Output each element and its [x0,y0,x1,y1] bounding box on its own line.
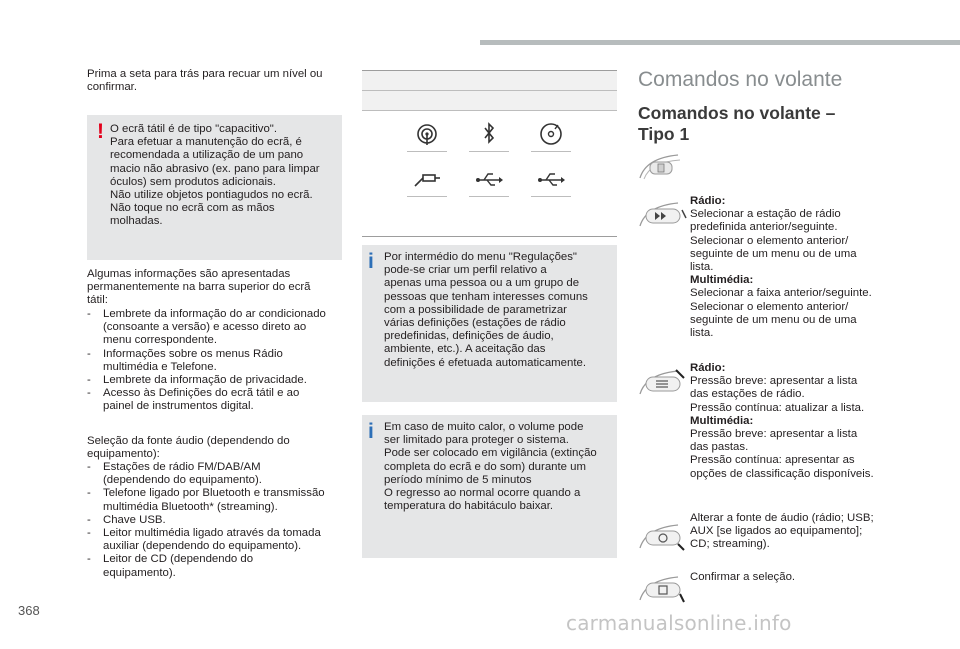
warning-box [87,115,342,260]
control-description: Confirmar a seleção. [690,571,796,583]
radio-icon[interactable] [410,121,444,147]
watermark: carmanualsonline.info [566,611,792,635]
warning-icon: ! [97,120,104,143]
aux-jack-icon[interactable] [410,167,444,193]
info-text: Por intermédio do menu "Regulações" pode-se criar um perfil relativo a apenas uma pessoa ou a um grupo de pessoas que tenham interesses comuns com a possibilidade de parametrizar várias definições (estações de rádio predefinidas, definições de áudio, ambiente, etc.). A aceitação das definições é efetuada automaticamente. [384,251,588,369]
screen-strip [362,91,617,111]
info-text: Em caso de muito calor, o volume pode ser limitado para proteger o sistema. Pode ser colocado em vigilância (extinção completa do ecrã e do som) durante um período mínimo de 5 minutos O regresso ao normal ocorre quando a temperatura do habitáculo baixar. [384,421,597,513]
control-description: Alterar a fonte de áudio (rádio; USB; AUX [se ligados ao equipamento]; CD; streaming). [690,512,874,551]
list-item: - Leitor multimédia ligado através da tomada auxiliar (dependendo do equipamento). [87,527,352,553]
section-title: Comandos no volante [638,68,843,91]
info-icon: i [368,250,374,273]
cd-icon[interactable] [534,121,568,147]
audio-source-intro: Seleção da fonte áudio (dependendo do equipamento): [87,435,290,461]
list-item: - Leitor de CD (dependendo do equipamento). [87,553,352,579]
description-text: Pressão breve: apresentar a lista das estações de rádio. Pressão contínua: atualizar a lista. [690,375,865,414]
description-text: Selecionar a estação de rádio predefinida anterior/seguinte. Selecionar o elemento anterior/ seguinte de um menu ou de uma lista. [690,208,857,274]
audio-source-list [87,461,352,580]
sub-title: Comandos no volante – Tipo 1 [638,103,836,144]
divider [531,151,571,152]
list-item: - Estações de rádio FM/DAB/AM (dependendo do equipamento). [87,461,352,487]
top-bar-intro: Algumas informações são apresentadas permanentemente na barra superior do ecrã tátil: [87,268,311,307]
header-rule [480,40,960,45]
usb-icon[interactable] [534,167,568,193]
steering-arrows-icon [638,200,688,230]
list-item: - Lembrete da informação do ar condicionado (consoante a versão) e acesso direto ao menu correspondente. [87,308,352,348]
usb-icon[interactable] [472,167,506,193]
list-item: - Telefone ligado por Bluetooth e transmissão multimédia Bluetooth* (streaming). [87,487,352,513]
control-description [690,195,930,340]
audio-source-screen [362,70,617,237]
steering-list-button-icon [638,368,688,398]
warning-text: O ecrã tátil é de tipo "capacitivo". Para efetuar a manutenção do ecrã, é recomendada a utilização de um pano macio não abrasivo (ex. pano para limpar óculos) sem produtos adicionais. Não utilize objetos pontiagudos no ecrã. Não toque no ecrã com as mãos molhadas. [110,123,320,228]
page-number: 368 [18,603,40,618]
steering-source-button-icon [638,522,688,552]
radio-label: Rádio: [690,362,726,374]
list-item: - Acesso às Definições do ecrã tátil e ao painel de instrumentos digital. [87,387,352,413]
screen-strip [362,71,617,91]
bluetooth-icon[interactable] [472,121,506,147]
info-icon: i [368,420,374,443]
info-box-temperature [362,415,617,558]
list-item: - Informações sobre os menus Rádio multimédia e Telefone. [87,348,352,374]
steering-control-icon [638,152,688,182]
divider [469,151,509,152]
list-item: - Lembrete da informação de privacidade. [87,374,352,387]
divider [531,196,571,197]
multimedia-label: Multimédia: [690,274,754,287]
divider [469,196,509,197]
description-text: Selecionar a faixa anterior/seguinte. Selecionar o elemento anterior/ seguinte de um menu ou de uma lista. [690,287,872,340]
info-box-profiles [362,245,617,402]
multimedia-label: Multimédia: [690,414,754,427]
intro-text: Prima a seta para trás para recuar um nível ou confirmar. [87,68,323,94]
divider [407,196,447,197]
steering-confirm-button-icon [638,574,688,604]
divider [407,151,447,152]
top-bar-list [87,308,352,414]
list-item: - Chave USB. [87,514,352,527]
radio-label: Rádio: [690,195,726,207]
description-text: Pressão breve: apresentar a lista das pastas. Pressão contínua: apresentar as opções de classificação disponíveis. [690,428,874,480]
control-description [690,362,930,481]
